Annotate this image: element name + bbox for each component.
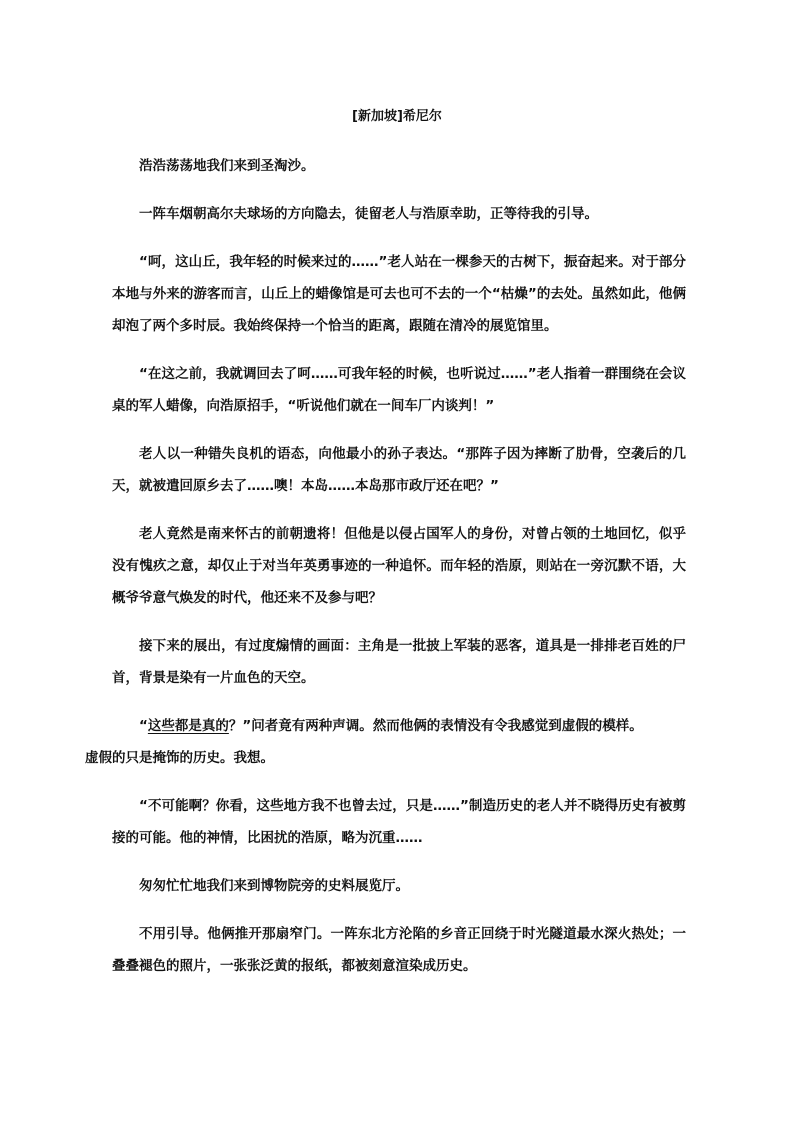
- paragraph-4: “在这之前，我就调回去了呵……可我年轻的时候，也听说过……”老人指着一群围绕在会议桌的军人蜡像，向浩原招手，“听说他们就在一间车厂内谈判！”: [112, 366, 686, 414]
- open-quote: “: [139, 718, 148, 734]
- paragraph-11: 不用引导。他俩推开那扇窄门。一阵东北方沦陷的乡音正回绕于时光隧道最水深火热处；一叠叠褪色的照片，一张张泛黄的报纸，都被刻意渲染成历史。: [112, 926, 686, 974]
- author-byline: [新加坡]希尼尔: [352, 109, 442, 124]
- paragraph-5: 老人以一种错失良机的语态，向他最小的孙子表达。“那阵子因为摔断了肋骨，空袭后的几天，就被遣回原乡去了……噢！本岛……本岛那市政厅还在吧？”: [112, 446, 686, 494]
- paragraph-6: 老人竟然是南来怀古的前朝遗将！但他是以侵占国军人的身份，对曾占领的土地回忆，似乎没有愧疚之意，却仅止于对当年英勇事迹的一种追怀。而年轻的浩原，则站在一旁沉默不语，大概爷爷意气焕发的时代，他还来不及参与吧？: [112, 526, 686, 606]
- underlined-question: 这些都是真的: [147, 718, 229, 734]
- paragraph-3: “呵，这山丘，我年轻的时候来过的……”老人站在一棵参天的古树下，振奋起来。对于部分本地与外来的游客而言，山丘上的蜡像馆是可去也可不去的一个“枯燥”的去处。虽然如此，他俩却泡了两个多时辰。我始终保持一个恰当的距离，跟随在清冷的展览馆里。: [112, 254, 686, 334]
- paragraph-8-rest: ？”问者竟有两种声调。然而他俩的表情没有令我感觉到虚假的模样。: [228, 718, 643, 734]
- paragraph-9: “不可能啊？你看，这些地方我不也曾去过，只是……”制造历史的老人并不晓得历史有被剪接的可能。他的神情，比困扰的浩原，略为沉重……: [112, 798, 686, 846]
- paragraph-1: 浩浩荡荡地我们来到圣淘沙。: [139, 158, 315, 174]
- article-body: [85, 150, 686, 998]
- paragraph-8: [85, 710, 686, 774]
- paragraph-7: 接下来的展出，有过度煽情的画面：主角是一批披上军装的恶客，道具是一排排老百姓的尸首，背景是染有一片血色的天空。: [112, 638, 686, 686]
- paragraph-8-continuation: 虚假的只是掩饰的历史。我想。: [85, 750, 274, 766]
- paragraph-2: 一阵车烟朝高尔夫球场的方向隐去，徒留老人与浩原幸助，正等待我的引导。: [139, 206, 598, 222]
- paragraph-10: 匆匆忙忙地我们来到博物院旁的史料展览厅。: [139, 878, 409, 894]
